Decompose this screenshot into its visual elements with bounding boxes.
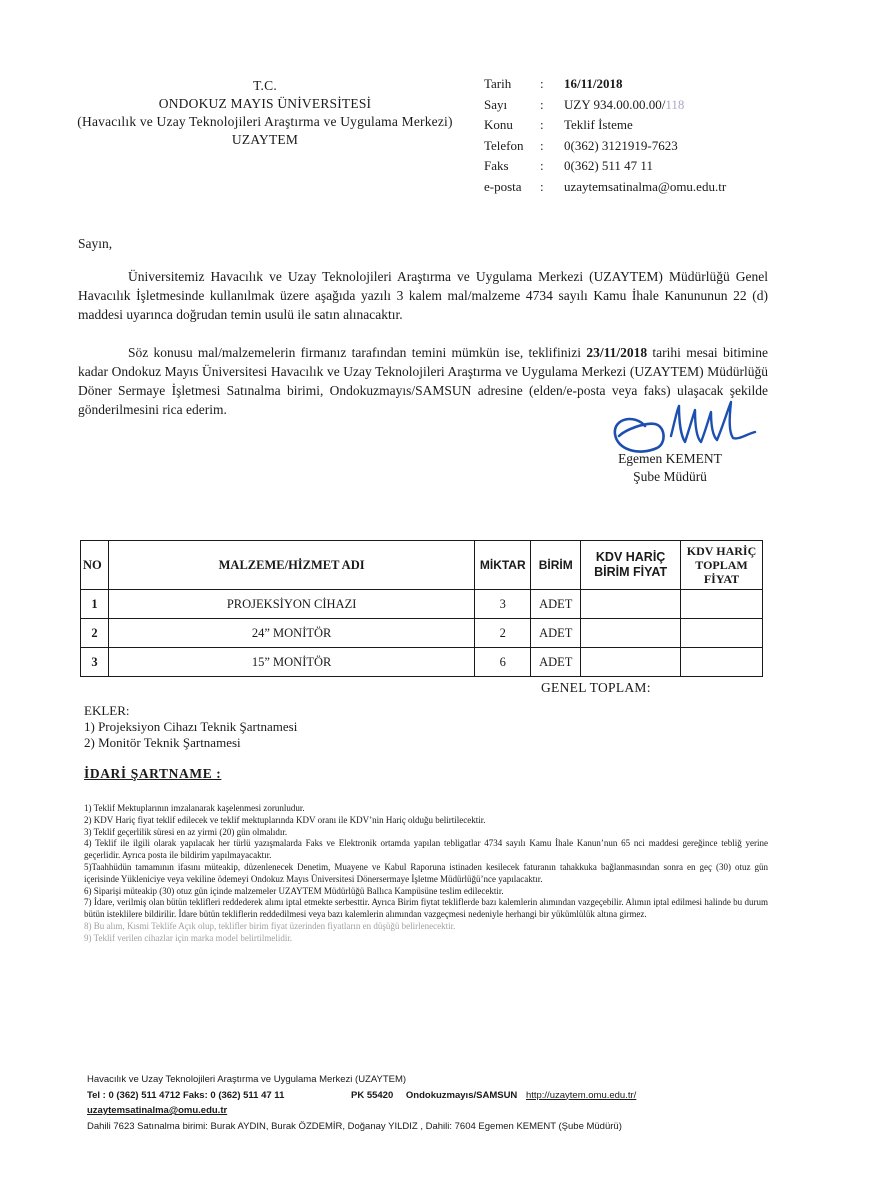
footer-city: Ondokuzmayıs/SAMSUN xyxy=(405,1089,518,1101)
meta-number xyxy=(484,95,726,116)
attachments xyxy=(84,703,297,751)
meta-separator: : xyxy=(540,158,544,173)
rule-item: 8) Bu alım, Kısmi Teklife Açık olup, teklifler birim fiyat üzerinden fiyatların en düşüğü belirlenecektir. xyxy=(84,920,456,931)
table-row xyxy=(81,590,763,619)
rule-item: 3) Teklif geçerlilik süresi en az yirmi (20) gün olmalıdır. xyxy=(84,826,288,837)
meta-value: 0(362) 3121919-7623 xyxy=(564,137,678,153)
footer-web-link[interactable]: http://uzaytem.omu.edu.tr/ xyxy=(525,1089,637,1101)
meta-value: 0(362) 511 47 11 xyxy=(564,158,653,173)
cell-qty: 3 xyxy=(475,590,531,619)
table-row xyxy=(81,619,763,648)
meta-email xyxy=(484,177,726,198)
meta-value xyxy=(564,95,684,116)
meta-label: e-posta xyxy=(484,178,522,194)
footer-contact-line xyxy=(87,1088,787,1104)
col-header-no: NO xyxy=(81,541,109,590)
header-abbr: UZAYTEM xyxy=(231,132,299,147)
meta-number-prefix: UZY 934.00.00.00/ xyxy=(564,96,666,112)
col-header-total-price: KDV HARİÇ TOPLAM FİYAT xyxy=(681,541,763,590)
meta-separator: : xyxy=(540,76,544,91)
admin-spec-title: İDARİ ŞARTNAME : xyxy=(84,766,222,781)
footer-tel-fax: Tel : 0 (362) 511 4712 Faks: 0 (362) 511 47 11 xyxy=(87,1089,285,1101)
col-header-unit-price: KDV HARİÇ BİRİM FİYAT xyxy=(581,541,681,590)
signer-title: Şube Müdürü xyxy=(633,469,707,484)
header-tc: T.C. xyxy=(253,78,277,93)
rule-item: 4) Teklif ile ilgili olarak yapılacak her türlü yazışmalarda Faks ve Elektronik ortamda yapılan tebligatlar 4734 sayılı Kamu İhale Kanun’nun 65 nci maddesi gereğince tebliğ yerine geçerlidir. Ayrıca posta ile bildirim yapılmayacaktır. xyxy=(84,838,768,861)
meta-date xyxy=(484,74,726,95)
cell-qty: 6 xyxy=(475,648,531,677)
signature-block xyxy=(600,450,740,486)
items-table xyxy=(80,540,763,677)
rule-item: 6) Siparişi müteakip (30) otuz gün içinde malzemeler UZAYTEM Müdürlüğü Ballıca Kampüsüne teslim edilecektir. xyxy=(84,885,504,896)
rule-item: 7) İdare, verilmiş olan bütün teklifleri reddederek alımı iptal etmekte serbesttir. Ayrıca Birim fiytat tekliflerde bazı kalemlerin alımından vazgeçebilir. Alımın iptal edilmesi halinde bu durum bütün isteklilere bildirilir. İdare bütün tekliflerin reddedilmesi veya bazı kalemlerin alımından vazgeçmesi nedeniyle herhangi bir yükümlülük altına girmez. xyxy=(84,897,768,920)
meta-value: Teklif İsteme xyxy=(564,117,633,132)
attachment-item: 2) Monitör Teknik Şartnamesi xyxy=(84,735,241,750)
meta-separator: : xyxy=(540,178,544,194)
footer-staff: Dahili 7623 Satınalma birimi: Burak AYDIN, Burak ÖZDEMİR, Doğanay YILDIZ , Dahili: 7604 Egemen KEMENT (Şube Müdürü) xyxy=(87,1120,622,1132)
header-center: (Havacılık ve Uzay Teknolojileri Araştırma ve Uygulama Merkezi) xyxy=(77,114,453,129)
cell-name: 15” MONİTÖR xyxy=(108,648,474,677)
salutation: Sayın, xyxy=(78,236,113,251)
cell-name: PROJEKSİYON CİHAZI xyxy=(108,590,474,619)
paragraph-1 xyxy=(78,267,768,324)
cell-unit-price xyxy=(581,590,681,619)
cell-name: 24” MONİTÖR xyxy=(108,619,474,648)
paragraph-2-text-b: tarihi mesai bitimine kadar Ondokuz Mayıs Üniversitesi Havacılık ve Uzay Teknolojileri Araştırma ve Uygulama Merkezi (UZAYTEM) Müdürlüğü Döner Sermaye İşletmesi Satınalma birimi, Ondokuzmayıs/SAMSUN adresine (elden/e-posta veya faks) ulaşacak şekilde gönderilmesini rica ederim. xyxy=(78,345,768,417)
cell-unit: ADET xyxy=(531,648,581,677)
header-university: ONDOKUZ MAYIS ÜNİVERSİTESİ xyxy=(158,96,372,111)
cell-unit: ADET xyxy=(531,619,581,648)
footer-institution: Havacılık ve Uzay Teknolojileri Araştırma ve Uygulama Merkezi (UZAYTEM) xyxy=(87,1074,407,1085)
meta-phone xyxy=(484,136,726,157)
col-header-qty: MİKTAR xyxy=(475,541,531,590)
meta-value: 16/11/2018 xyxy=(564,76,623,91)
meta-value: uzaytemsatinalma@omu.edu.tr xyxy=(564,178,727,194)
meta-separator: : xyxy=(540,96,544,112)
cell-unit: ADET xyxy=(531,590,581,619)
paragraph-1-text: Üniversitemiz Havacılık ve Uzay Teknolojileri Araştırma ve Uygulama Merkezi (UZAYTEM) Müdürlüğü Genel Havacılık İşletmesinde kullanılmak üzere aşağıda yazılı 3 kalem mal/malzeme 4734 sayılı Kamu İhale Kanununun 22 (d) maddesi uyarınca doğrudan temin usulü ile satın alınacaktır. xyxy=(78,269,768,322)
rule-item: 9) Teklif verilen cihazlar için marka model belirtilmelidir. xyxy=(84,932,293,943)
cell-qty: 2 xyxy=(475,619,531,648)
cell-unit-price xyxy=(581,619,681,648)
attachments-title: EKLER: xyxy=(84,703,130,718)
col-header-name: MALZEME/HİZMET ADI xyxy=(108,541,474,590)
rule-item: 1) Teklif Mektuplarının imzalanarak kaşelenmesi zorunludur. xyxy=(84,803,305,813)
col-header-unit: BİRİM xyxy=(531,541,581,590)
signer-name: Egemen KEMENT xyxy=(618,451,722,466)
table-header-row xyxy=(81,541,763,590)
cell-total-price xyxy=(681,648,763,677)
meta-label: Sayı xyxy=(484,96,508,112)
cell-no: 3 xyxy=(81,648,109,677)
grand-total-label: GENEL TOPLAM: xyxy=(541,680,651,695)
cell-total-price xyxy=(681,619,763,648)
admin-spec-rules xyxy=(84,803,768,945)
meta-label: Tarih xyxy=(484,76,512,91)
deadline-date: 23/11/2018 xyxy=(586,345,648,360)
meta-separator: : xyxy=(540,117,544,132)
cell-total-price xyxy=(681,590,763,619)
cell-unit-price xyxy=(581,648,681,677)
meta-separator: : xyxy=(540,137,544,153)
letterhead xyxy=(60,77,470,149)
footer-email-link[interactable]: uzaytemsatinalma@omu.edu.tr xyxy=(87,1105,228,1116)
meta-label: Konu xyxy=(484,117,513,132)
meta-number-suffix: 118 xyxy=(665,96,685,112)
meta-subject xyxy=(484,115,726,136)
rule-item: 5)Taahhüdün tamamının ifasını müteakip, düzenlenecek Denetim, Muayene ve Kabul Raporuna istinaden kesilecek faturanın tahakkuka bağlanmasından sonra en geç (30) otuz gün içerisinde Yükleniciye veya vekiline ödemeyi Ondokuz Mayıs Üniversitesi Dönersermaye İşletme Müdürlüğü’nce yapılacaktır. xyxy=(84,861,768,884)
footer xyxy=(87,1072,787,1134)
meta-label: Faks xyxy=(484,158,509,173)
meta-label: Telefon xyxy=(484,137,524,153)
footer-pk: PK 55420 xyxy=(351,1089,394,1101)
rule-item: 2) KDV Hariç fiyat teklif edilecek ve teklif mektuplarında KDV oranı ile KDV’nin Hariç olduğu belirtilecektir. xyxy=(84,814,486,825)
paragraph-2-text-a: Söz konusu mal/malzemelerin firmanız tarafından temini mümkün ise, teklifinizi xyxy=(128,345,581,360)
cell-no: 1 xyxy=(81,590,109,619)
document-meta xyxy=(484,74,726,197)
meta-fax xyxy=(484,156,726,177)
cell-no: 2 xyxy=(81,619,109,648)
attachment-item: 1) Projeksiyon Cihazı Teknik Şartnamesi xyxy=(84,719,298,734)
table-row xyxy=(81,648,763,677)
